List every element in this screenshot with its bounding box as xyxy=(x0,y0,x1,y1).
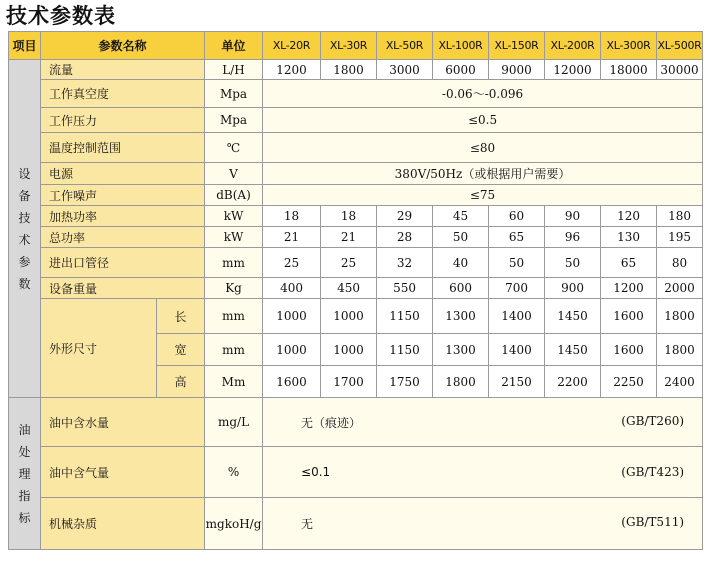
header-row xyxy=(9,32,703,60)
param-value: 1000 xyxy=(263,299,321,334)
table-row xyxy=(9,80,703,108)
param-value: 6000 xyxy=(433,60,489,80)
param-value: 2200 xyxy=(545,366,601,398)
param-value: 9000 xyxy=(489,60,545,80)
oil-value-cell xyxy=(263,398,703,447)
table-row xyxy=(9,185,703,206)
param-unit: ℃ xyxy=(205,133,263,163)
param-value: 130 xyxy=(601,227,657,248)
param-value: 80 xyxy=(657,248,703,278)
table-row xyxy=(9,60,703,80)
param-value: 1200 xyxy=(601,278,657,299)
group-label-text: 油处理指标 xyxy=(18,422,31,525)
param-value: 1150 xyxy=(377,299,433,334)
param-value: 32 xyxy=(377,248,433,278)
param-value: 45 xyxy=(433,206,489,227)
param-value: 30000 xyxy=(657,60,703,80)
param-value: 1750 xyxy=(377,366,433,398)
table-row xyxy=(9,108,703,133)
param-name: 油中含水量 xyxy=(41,398,205,447)
param-name: 总功率 xyxy=(41,227,205,248)
param-value: 700 xyxy=(489,278,545,299)
table-row xyxy=(9,248,703,278)
param-unit: kW xyxy=(205,227,263,248)
table-row xyxy=(9,278,703,299)
group-label-oil xyxy=(9,398,41,550)
param-unit: Kg xyxy=(205,278,263,299)
param-value: 21 xyxy=(263,227,321,248)
table-row xyxy=(9,398,703,447)
param-value: 18 xyxy=(263,206,321,227)
param-value: 1300 xyxy=(433,334,489,366)
table-row xyxy=(9,447,703,498)
param-value: 40 xyxy=(433,248,489,278)
param-value: 18 xyxy=(321,206,377,227)
param-value: 1000 xyxy=(321,299,377,334)
param-value-merged: -0.06～-0.096 xyxy=(263,80,703,108)
param-value: 60 xyxy=(489,206,545,227)
param-name: 流量 xyxy=(41,60,205,80)
param-value: 195 xyxy=(657,227,703,248)
param-value: 50 xyxy=(489,248,545,278)
group-label-text: 设备技术参数 xyxy=(18,166,31,291)
oil-value-cell xyxy=(263,498,703,550)
param-value: 1150 xyxy=(377,334,433,366)
param-value: 1450 xyxy=(545,334,601,366)
param-value: 25 xyxy=(321,248,377,278)
param-unit: % xyxy=(205,447,263,498)
param-value-merged: 380V/50Hz（或根据用户需要） xyxy=(263,163,703,185)
param-unit: mm xyxy=(205,334,263,366)
param-value: 2250 xyxy=(601,366,657,398)
header-param: 参数名称 xyxy=(41,32,205,60)
header-item: 项目 xyxy=(9,32,41,60)
header-model: XL-100R xyxy=(433,32,489,60)
param-unit: Mpa xyxy=(205,80,263,108)
param-unit: Mm xyxy=(205,366,263,398)
param-value: 450 xyxy=(321,278,377,299)
param-value: 1400 xyxy=(489,299,545,334)
header-model: XL-50R xyxy=(377,32,433,60)
group-label-equipment xyxy=(9,60,41,398)
param-value: 21 xyxy=(321,227,377,248)
table-row xyxy=(9,227,703,248)
header-model: XL-200R xyxy=(545,32,601,60)
param-value: 1600 xyxy=(263,366,321,398)
param-value: 600 xyxy=(433,278,489,299)
param-value: 25 xyxy=(263,248,321,278)
oil-value: 无 xyxy=(301,517,314,531)
param-value: 1800 xyxy=(657,334,703,366)
param-unit: mm xyxy=(205,248,263,278)
param-value: 1600 xyxy=(601,299,657,334)
param-value: 65 xyxy=(601,248,657,278)
param-unit: kW xyxy=(205,206,263,227)
param-value: 12000 xyxy=(545,60,601,80)
param-value: 1300 xyxy=(433,299,489,334)
oil-standard: (GB/T260) xyxy=(621,413,685,428)
oil-value: 无（痕迹） xyxy=(301,415,362,430)
oil-value-cell xyxy=(263,447,703,498)
param-value: 2000 xyxy=(657,278,703,299)
param-value: 2150 xyxy=(489,366,545,398)
table-row xyxy=(9,299,703,334)
param-value: 900 xyxy=(545,278,601,299)
param-name: 工作压力 xyxy=(41,108,205,133)
table-row xyxy=(9,206,703,227)
dimension-sub: 宽 xyxy=(157,334,205,366)
table-row xyxy=(9,163,703,185)
param-name: 电源 xyxy=(41,163,205,185)
param-value-merged: ≤80 xyxy=(263,133,703,163)
param-unit: L/H xyxy=(205,60,263,80)
oil-standard: (GB/T423) xyxy=(621,465,685,479)
param-name: 工作噪声 xyxy=(41,185,205,206)
page-title: 技术参数表 xyxy=(6,4,116,28)
param-value: 1450 xyxy=(545,299,601,334)
param-name: 工作真空度 xyxy=(41,80,205,108)
param-name: 进出口管径 xyxy=(41,248,205,278)
param-name: 加热功率 xyxy=(41,206,205,227)
header-model: XL-30R xyxy=(321,32,377,60)
header-model: XL-20R xyxy=(263,32,321,60)
param-value: 1700 xyxy=(321,366,377,398)
dimension-sub: 长 xyxy=(157,299,205,334)
param-value: 18000 xyxy=(601,60,657,80)
param-value: 1800 xyxy=(433,366,489,398)
param-value: 1000 xyxy=(321,334,377,366)
param-value: 550 xyxy=(377,278,433,299)
oil-standard: (GB/T511) xyxy=(621,515,685,529)
param-value: 90 xyxy=(545,206,601,227)
header-model: XL-150R xyxy=(489,32,545,60)
param-value: 50 xyxy=(545,248,601,278)
param-value-merged: ≤0.5 xyxy=(263,108,703,133)
table-row xyxy=(9,133,703,163)
header-unit: 单位 xyxy=(205,32,263,60)
param-value: 2400 xyxy=(657,366,703,398)
header-model: XL-500R xyxy=(657,32,703,60)
param-value: 1600 xyxy=(601,334,657,366)
param-name: 设备重量 xyxy=(41,278,205,299)
param-unit: mm xyxy=(205,299,263,334)
param-unit: mgkoH/g xyxy=(205,498,263,550)
param-unit: Mpa xyxy=(205,108,263,133)
param-value: 28 xyxy=(377,227,433,248)
param-value: 1000 xyxy=(263,334,321,366)
param-value: 1800 xyxy=(657,299,703,334)
param-value: 1800 xyxy=(321,60,377,80)
param-value: 120 xyxy=(601,206,657,227)
param-value: 50 xyxy=(433,227,489,248)
param-value-merged: ≤75 xyxy=(263,185,703,206)
param-value: 180 xyxy=(657,206,703,227)
param-value: 96 xyxy=(545,227,601,248)
table-row xyxy=(9,498,703,550)
param-name: 机械杂质 xyxy=(41,498,205,550)
param-name: 油中含气量 xyxy=(41,447,205,498)
param-value: 1400 xyxy=(489,334,545,366)
header-model: XL-300R xyxy=(601,32,657,60)
param-value: 400 xyxy=(263,278,321,299)
param-value: 1200 xyxy=(263,60,321,80)
param-name-dimensions: 外形尺寸 xyxy=(41,299,157,398)
param-name: 温度控制范围 xyxy=(41,133,205,163)
param-unit: V xyxy=(205,163,263,185)
dimension-sub: 高 xyxy=(157,366,205,398)
spec-table xyxy=(8,31,703,550)
param-value: 29 xyxy=(377,206,433,227)
param-value: 3000 xyxy=(377,60,433,80)
param-value: 65 xyxy=(489,227,545,248)
oil-value: ≤0.1 xyxy=(301,465,331,479)
param-unit: mg/L xyxy=(205,398,263,447)
param-unit: dB(A) xyxy=(205,185,263,206)
